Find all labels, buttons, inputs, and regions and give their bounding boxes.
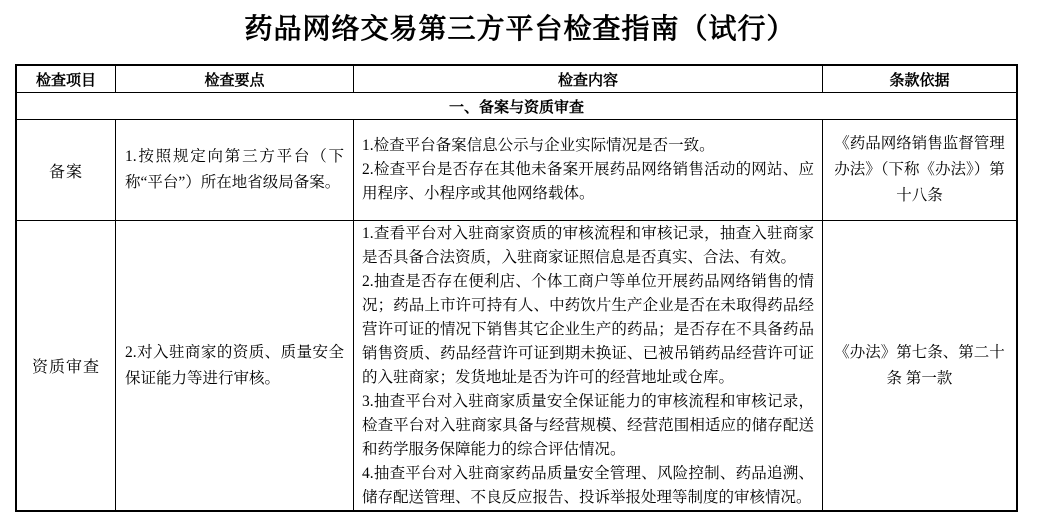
basis-text: 《药品网络销售监督管理办法》（下称《办法》）第十八条 bbox=[834, 135, 1005, 204]
row-points-cell bbox=[116, 120, 354, 221]
points-text: 1.按照规定向第三方平台（下称“平台”）所在地省级局备案。 bbox=[125, 148, 344, 191]
content-paragraph: 2.检查平台是否存在其他未备案开展药品网络销售活动的网站、应用程序、小程序或其他网络载体。 bbox=[362, 161, 814, 202]
content-paragraph: 2.抽查是否存在便利店、个体工商户等单位开展药品网络销售的情况；药品上市许可持有人、中药饮片生产企业是否在未取得药品经营许可证的情况下销售其它企业生产的药品；是否存在不具备药品销售资质、药品经营许可证到期未换证、已被吊销药品经营许可证的入驻商家；发货地址是否为许可的经营地址或仓库。 bbox=[362, 272, 814, 386]
row-content-cell bbox=[354, 120, 823, 221]
row-item-label: 备案 bbox=[17, 120, 116, 221]
row-item-label: 资质审查 bbox=[17, 221, 116, 510]
content-paragraph: 3.抽查平台对入驻商家质量安全保证能力的审核流程和审核记录，检查平台对入驻商家具备与经营规模、经营范围相适应的储存配送和药学服务保障能力的综合评估情况。 bbox=[362, 392, 814, 458]
row-basis-cell bbox=[823, 221, 1016, 510]
page-title: 药品网络交易第三方平台检查指南（试行） bbox=[244, 14, 796, 45]
content-paragraph: 1.检查平台备案信息公示与企业实际情况是否一致。 bbox=[362, 137, 715, 154]
row-basis-cell bbox=[823, 120, 1016, 221]
content-paragraph: 4.抽查平台对入驻商家药品质量安全管理、风险控制、药品追溯、储存配送管理、不良反应报告、投诉举报处理等制度的审核情况。 bbox=[362, 464, 814, 506]
content-paragraph: 1.查看平台对入驻商家资质的审核流程和审核记录，抽查入驻商家是否具备合法资质，入驻商家证照信息是否真实、合法、有效。 bbox=[362, 224, 814, 266]
inspection-table bbox=[15, 64, 1018, 512]
column-header-content: 检查内容 bbox=[354, 66, 823, 93]
table-row bbox=[17, 120, 1016, 221]
section-header: 一、备案与资质审查 bbox=[17, 93, 1016, 120]
column-header-points: 检查要点 bbox=[116, 66, 354, 93]
points-text: 2.对入驻商家的资质、质量安全保证能力等进行审核。 bbox=[125, 343, 344, 387]
column-header-basis: 条款依据 bbox=[823, 66, 1016, 93]
table-header-row bbox=[17, 66, 1016, 93]
column-header-item: 检查项目 bbox=[17, 66, 116, 93]
row-content-cell bbox=[354, 221, 823, 510]
row-points-cell bbox=[116, 221, 354, 510]
table-row bbox=[17, 221, 1016, 510]
basis-text: 《办法》第七条、第二十条 第一款 bbox=[834, 343, 1005, 387]
